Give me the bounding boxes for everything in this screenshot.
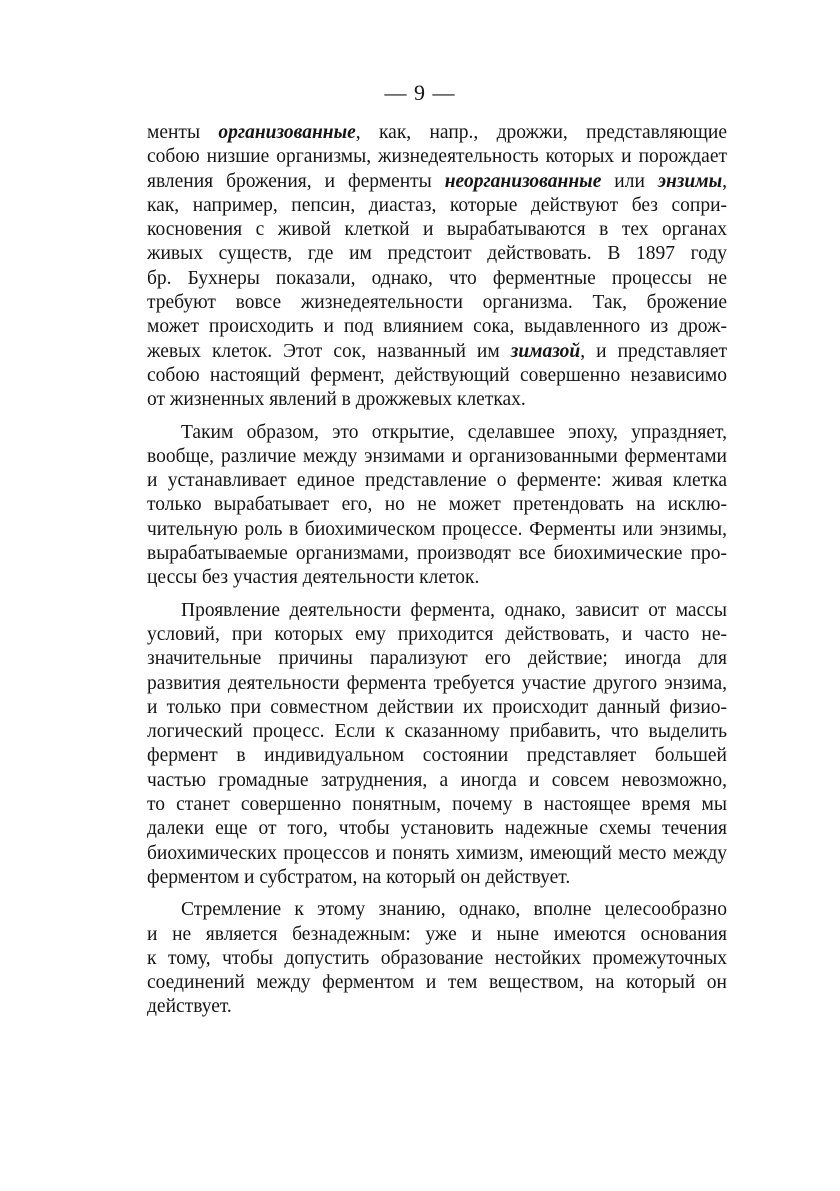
paragraph: [147, 599, 727, 891]
text-line: [147, 267, 727, 291]
text-line: [147, 623, 727, 647]
text-run: Таким образом, это открытие, сделавшее эпоху, упраздняет,: [181, 421, 727, 443]
text-run: , и представляет: [580, 340, 727, 362]
text-run: биохимических процессов и понять химизм, имеющий место между: [147, 842, 727, 864]
text-line: [147, 469, 727, 493]
text-line: [147, 493, 727, 517]
emphasized-term: зимазой: [510, 340, 581, 362]
text-line: [147, 898, 727, 922]
text-run: чительную роль в биохимическом процессе. Ферменты или энзимы,: [147, 518, 727, 540]
text-run: только вырабатывает его, но не может претендовать на исклю-: [147, 494, 727, 516]
text-line: [147, 947, 727, 971]
text-run: жевых клеток. Этот сок, названный им: [147, 340, 511, 362]
text-run: менты: [147, 122, 219, 143]
text-run: Стремление к этому знанию, однако, вполне целесообразно: [181, 899, 727, 921]
text-line: [147, 769, 727, 793]
emphasized-term: энзимы: [657, 170, 723, 192]
text-run: собою низшие организмы, жизнедеятельность которых и порождает: [147, 146, 727, 168]
text-run: как, например, пепсин, диастаз, которые действуют без сопри-: [147, 194, 727, 216]
text-line: [147, 518, 727, 542]
text-line: [147, 720, 727, 744]
text-run: и только при совместном действии их происходит данный физио-: [147, 696, 727, 718]
text-line: [147, 218, 727, 242]
text-run: частью громадные затруднения, а иногда и совсем невозможно,: [147, 769, 727, 791]
text-run: соединений между ферментом и тем веществом, на который он: [147, 972, 727, 994]
text-line: [147, 923, 727, 947]
text-line: [147, 315, 727, 339]
text-run: от жизненных явлений в дрожжевых клетках.: [147, 389, 526, 411]
text-line: [147, 445, 727, 469]
text-run: к тому, чтобы допустить образование нестойких промежуточных: [147, 947, 727, 969]
text-run: фермент в индивидуальном состоянии представляет большей: [147, 745, 727, 767]
text-line: [147, 672, 727, 696]
text-run: вообще, различие между энзимами и организованными ферментами: [147, 445, 727, 467]
text-run: живых существ, где им предстоит действовать. В 1897 году: [147, 243, 727, 265]
body-text: [147, 121, 727, 1020]
page-number: — 9 —: [384, 80, 456, 105]
emphasized-term: неорганизованные: [444, 170, 602, 192]
text-run: может происходить и под влиянием сока, выдавленного из дрож-: [147, 316, 727, 338]
text-run: бр. Бухнеры показали, однако, что ферментные процессы не: [147, 267, 727, 289]
paragraph: [147, 421, 727, 591]
text-run: цессы без участия деятельности клеток.: [147, 567, 480, 589]
text-run: далеки еще от того, чтобы установить надежные схемы течения: [147, 818, 727, 840]
text-line: [147, 866, 727, 890]
paragraph: [147, 898, 727, 1019]
text-line: [147, 145, 727, 169]
text-run: ,: [722, 170, 727, 192]
text-line: [147, 566, 727, 590]
paragraph-gap: [147, 591, 727, 599]
text-run: Проявление деятельности фермента, однако, зависит от массы: [181, 599, 727, 621]
text-run: требуют вовсе жизнедеятельности организма. Так, брожение: [147, 292, 727, 314]
text-run: то станет совершенно понятным, почему в настоящее время мы: [147, 794, 727, 816]
text-run: явления брожения, и ферменты: [147, 170, 445, 192]
text-line: [147, 242, 727, 266]
text-line: [147, 542, 727, 566]
paragraph-gap: [147, 890, 727, 898]
text-line: [147, 388, 727, 412]
emphasized-term: организованные: [218, 122, 356, 143]
text-run: косновения с живой клеткой и вырабатываются в тех органах: [147, 219, 727, 241]
text-run: условий, при которых ему приходится действовать, и часто не-: [147, 623, 727, 645]
text-line: [147, 971, 727, 995]
text-run: или: [601, 170, 658, 192]
text-line: [147, 340, 727, 364]
text-run: и устанавливает единое представление о ферменте: живая клетка: [147, 470, 727, 492]
paragraph: [147, 121, 727, 413]
text-run: действует.: [147, 996, 232, 1018]
text-line: [147, 793, 727, 817]
text-run: логический процесс. Если к сказанному прибавить, что выделить: [147, 721, 727, 743]
text-line: [147, 121, 727, 145]
paragraph-gap: [147, 413, 727, 421]
text-line: [147, 744, 727, 768]
text-line: [147, 842, 727, 866]
text-line: [147, 647, 727, 671]
text-line: [147, 995, 727, 1019]
text-line: [147, 421, 727, 445]
text-line: [147, 364, 727, 388]
text-run: собою настоящий фермент, действующий совершенно независимо: [147, 364, 727, 386]
text-run: значительные причины парализуют его действие; иногда для: [147, 648, 727, 670]
text-line: [147, 696, 727, 720]
text-run: и не является безнадежным: уже и ныне имеются основания: [147, 923, 727, 945]
text-run: развития деятельности фермента требуется участие другого энзима,: [147, 672, 727, 694]
text-run: ферментом и субстратом, на который он действует.: [147, 866, 571, 888]
text-line: [147, 817, 727, 841]
text-run: , как, напр., дрожжи, представляющие: [355, 122, 727, 143]
text-line: [147, 291, 727, 315]
text-line: [147, 194, 727, 218]
text-run: вырабатываемые организмами, производят все биохимические про-: [147, 543, 727, 565]
text-line: [147, 170, 727, 194]
text-line: [147, 599, 727, 623]
